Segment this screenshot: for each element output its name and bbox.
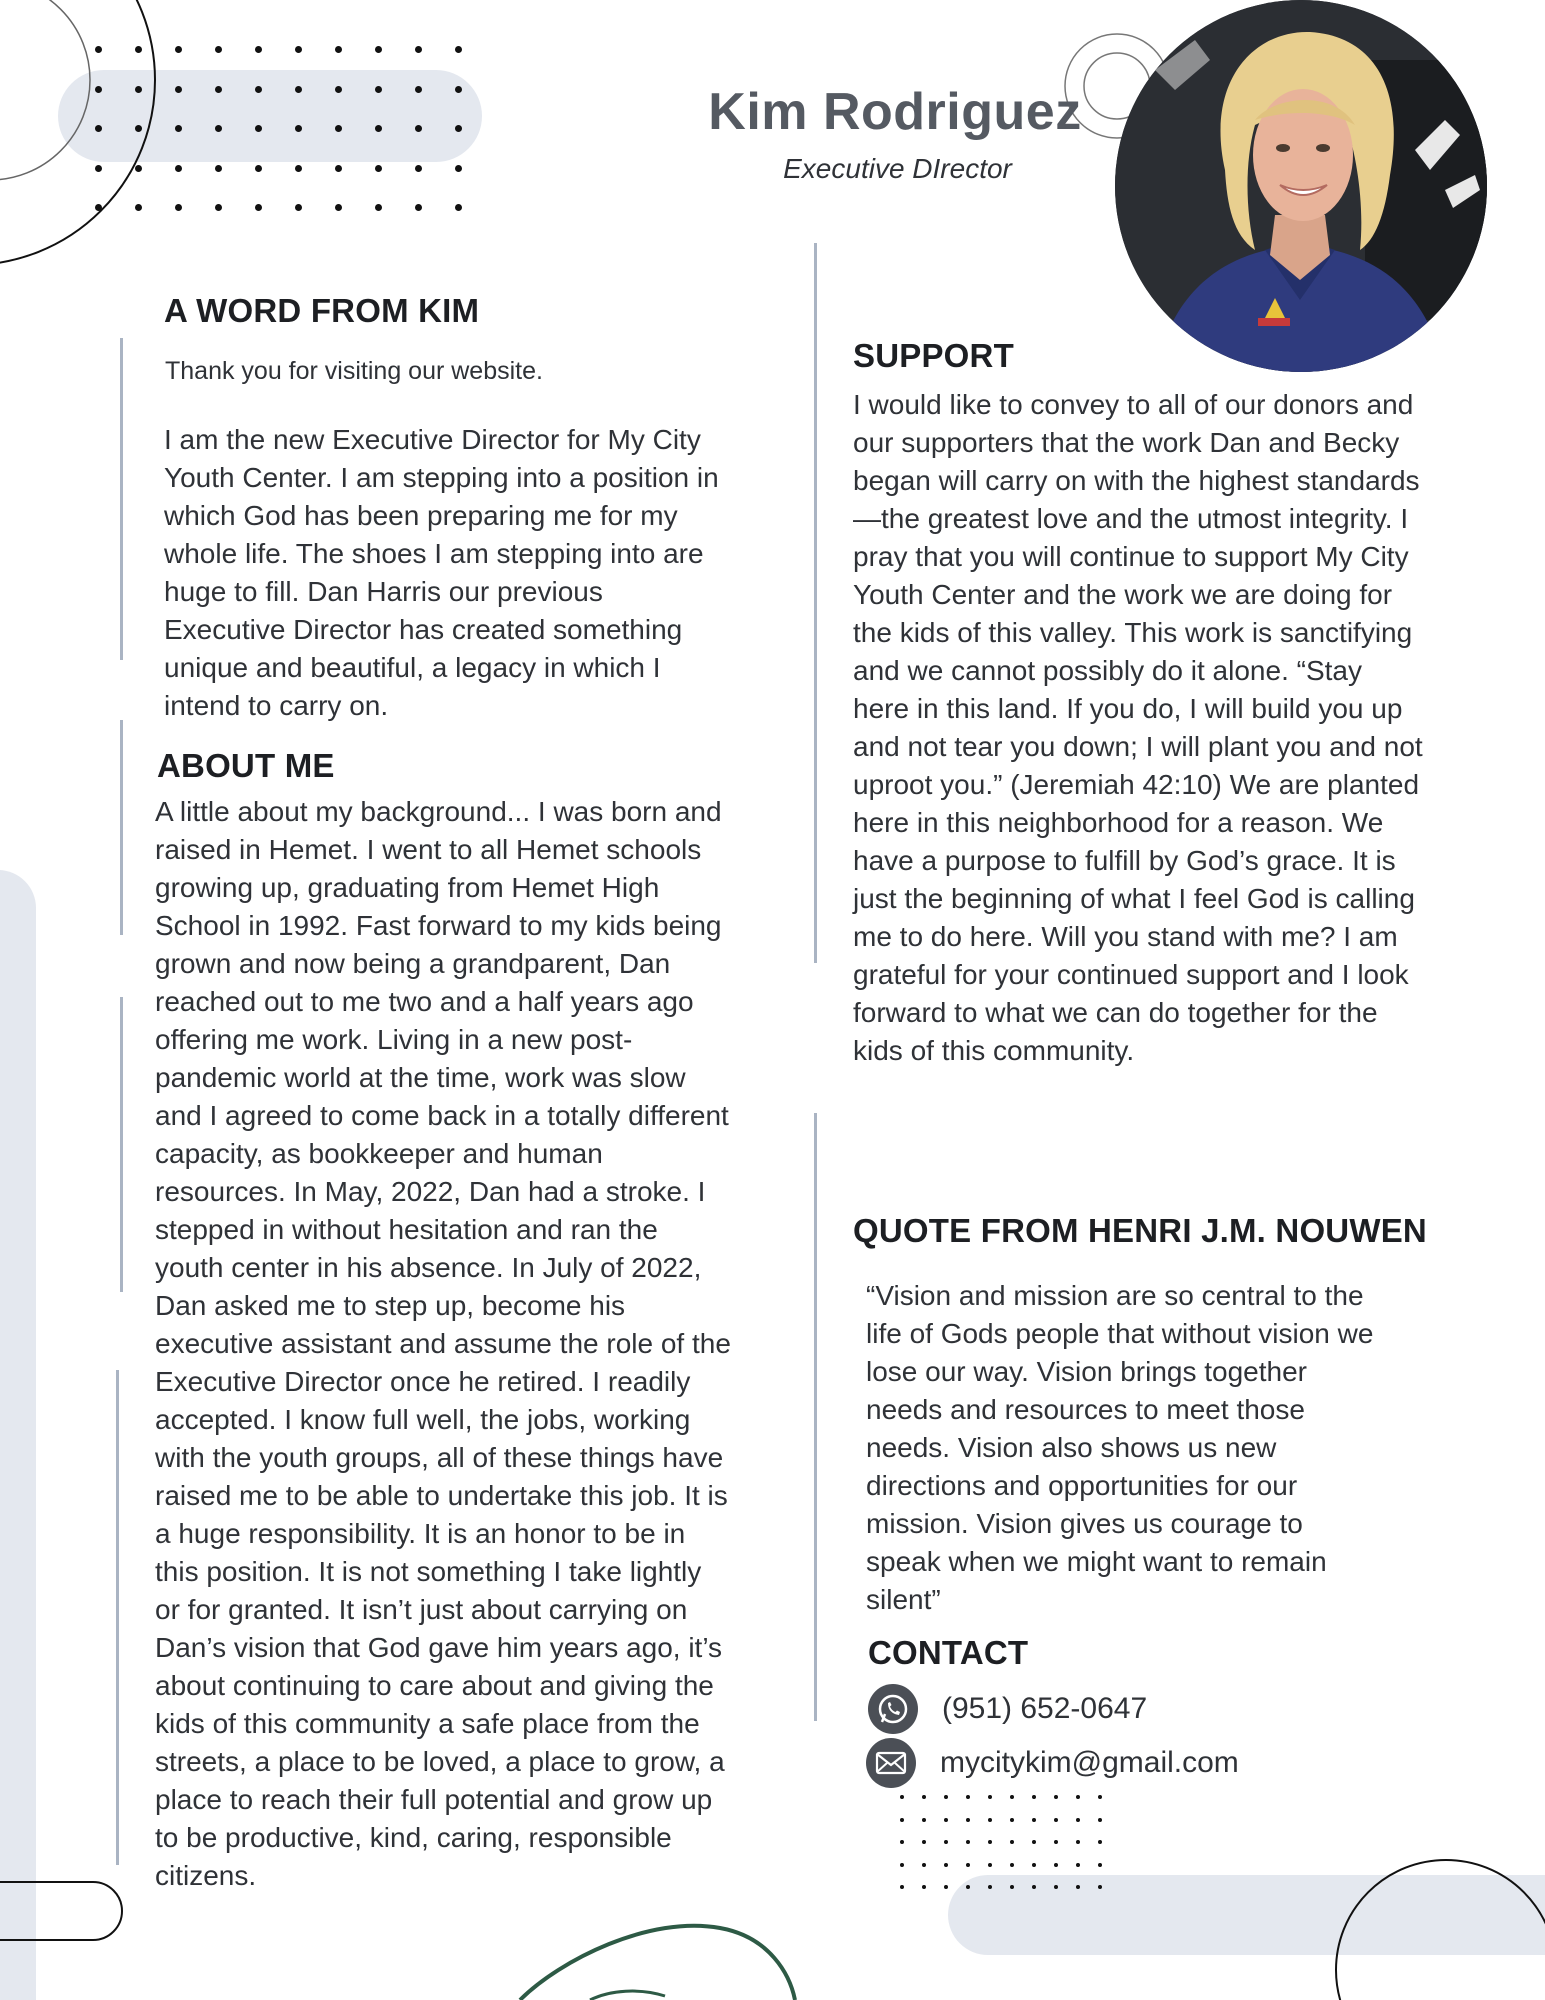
decorative-dot bbox=[255, 125, 262, 132]
decorative-dot bbox=[415, 204, 422, 211]
decorative-dot bbox=[175, 204, 182, 211]
support-body: I would like to convey to all of our donors and our supporters that the work Dan and Becky began will carry on with the highest standards—the greatest love and the utmost integrity. I pray that you will continue to support My City Youth Center and the work we are doing for the kids of this valley. This work is sanctifying and we cannot possibly do it alone. “Stay here in this land. If you do, I will build you up and not tear you down; I will plant you and not uproot you.” (Jeremiah 42:10) We are planted here in this neighborhood for a reason. We have a purpose to fulfill by God’s grace. It is just the beginning of what I feel God is calling me to do here. Will you stand with me? I am grateful for your continued support and I look forward to what we can do together for the kids of this community. bbox=[853, 389, 1423, 1066]
decorative-dot bbox=[944, 1795, 948, 1799]
contact-email-link[interactable]: mycitykim@gmail.com bbox=[940, 1746, 1239, 1779]
decorative-dot bbox=[455, 46, 462, 53]
decorative-dot bbox=[1032, 1795, 1036, 1799]
decorative-dot bbox=[944, 1863, 948, 1867]
decorative-dot bbox=[900, 1795, 904, 1799]
dot-grid-top-left bbox=[95, 46, 495, 244]
decorative-dot bbox=[944, 1818, 948, 1822]
decorative-dot bbox=[95, 165, 102, 172]
decorative-dot bbox=[375, 125, 382, 132]
decorative-dot bbox=[215, 204, 222, 211]
decorative-dot bbox=[1076, 1885, 1080, 1889]
decorative-dot bbox=[900, 1818, 904, 1822]
section-heading-support: SUPPORT bbox=[853, 337, 1014, 374]
decorative-dot bbox=[988, 1863, 992, 1867]
decorative-dot bbox=[455, 125, 462, 132]
decorative-dot bbox=[135, 86, 142, 93]
about-me-body: A little about my background... I was born and raised in Hemet. I went to all Hemet schools growing up, graduating from Hemet High School in 1992. Fast forward to my kids being grown and now being a grandparent, Dan reached out to me two and a half years ago offering me work. Living in a new post-pandemic world at the time, work was slow and I agreed to come back in a totally different capacity, as bookkeeper and human resources. In May, 2022, Dan had a stroke. I stepped in without hesitation and ran the youth center in his absence. In July of 2022, Dan asked me to step up, become his executive assistant and assume the role of the Executive Director once he retired. I readily accepted. I know full well, the jobs, working with the youth groups, all of these things have raised me to be able to undertake this job. It is a huge responsibility. It is an honor to be in this position. It is not something I take lightly or for granted. It isn’t just about carrying on Dan’s vision that God gave him years ago, it’s about continuing to care about and giving the kids of this community a safe place from the streets, a place to be loved, a place to grow, a place to reach their full potential and grow up to be productive, kind, caring, responsible citizens. bbox=[155, 796, 731, 1891]
decorative-dot bbox=[988, 1840, 992, 1844]
decorative-dot bbox=[375, 204, 382, 211]
decorative-dot bbox=[966, 1885, 970, 1889]
decorative-dot bbox=[1098, 1795, 1102, 1799]
decorative-dot bbox=[255, 204, 262, 211]
decorative-dot bbox=[135, 204, 142, 211]
contact-email-row bbox=[866, 1738, 1239, 1788]
decorative-dot bbox=[295, 165, 302, 172]
decorative-dot bbox=[1076, 1863, 1080, 1867]
section-heading-quote: QUOTE FROM HENRI J.M. NOUWEN bbox=[853, 1212, 1427, 1249]
decorative-dot bbox=[175, 86, 182, 93]
decorative-dot bbox=[135, 46, 142, 53]
divider-line bbox=[814, 243, 817, 963]
decorative-dot bbox=[922, 1818, 926, 1822]
decorative-dot bbox=[922, 1795, 926, 1799]
decorative-dot bbox=[95, 125, 102, 132]
decorative-dot bbox=[335, 46, 342, 53]
decorative-dot bbox=[455, 86, 462, 93]
section-heading-contact: CONTACT bbox=[868, 1634, 1029, 1671]
quote-body: “Vision and mission are so central to the life of Gods people that without vision we lose our way. Vision brings together needs and resources to meet those needs. Vision also shows us new directions and opportunities for our mission. Vision gives us courage to speak when we might want to remain silent” bbox=[866, 1280, 1374, 1615]
decorative-dot bbox=[255, 165, 262, 172]
envelope-icon bbox=[866, 1738, 916, 1788]
decorative-dot bbox=[415, 46, 422, 53]
decorative-dot bbox=[944, 1885, 948, 1889]
decorative-dot bbox=[900, 1863, 904, 1867]
decorative-dot bbox=[295, 86, 302, 93]
decorative-dot bbox=[215, 46, 222, 53]
decorative-dot bbox=[295, 46, 302, 53]
decorative-dot bbox=[1054, 1840, 1058, 1844]
decorative-dot bbox=[1032, 1863, 1036, 1867]
section-heading-word-from-kim: A WORD FROM KIM bbox=[164, 292, 480, 329]
decorative-dot bbox=[1054, 1795, 1058, 1799]
divider-line bbox=[814, 1113, 817, 1721]
decorative-dot bbox=[95, 204, 102, 211]
decorative-dot bbox=[95, 86, 102, 93]
word-from-kim-body: I am the new Executive Director for My City Youth Center. I am stepping into a position in which God has been preparing me for my whole life. The shoes I am stepping into are huge to fill. Dan Harris our previous Executive Director has created something unique and beautiful, a legacy in which I intend to carry on. bbox=[164, 424, 719, 721]
decorative-dot bbox=[335, 204, 342, 211]
decorative-dot bbox=[1032, 1885, 1036, 1889]
decorative-dot bbox=[988, 1818, 992, 1822]
decorative-dot bbox=[944, 1840, 948, 1844]
decorative-dot bbox=[455, 165, 462, 172]
decorative-dot bbox=[988, 1885, 992, 1889]
phone-icon bbox=[868, 1684, 918, 1734]
decorative-dot bbox=[1054, 1818, 1058, 1822]
decorative-dot bbox=[1010, 1795, 1014, 1799]
decorative-dot bbox=[1098, 1840, 1102, 1844]
decorative-dot bbox=[988, 1795, 992, 1799]
decorative-dot bbox=[375, 46, 382, 53]
decorative-dot bbox=[375, 86, 382, 93]
decorative-dot bbox=[900, 1840, 904, 1844]
decorative-dot bbox=[1032, 1840, 1036, 1844]
decorative-dot bbox=[966, 1840, 970, 1844]
decorative-dot bbox=[1054, 1863, 1058, 1867]
decorative-dot bbox=[1054, 1885, 1058, 1889]
dot-grid-bottom bbox=[900, 1795, 1120, 1908]
decorative-dot bbox=[1076, 1795, 1080, 1799]
decorative-dot bbox=[1010, 1885, 1014, 1889]
decorative-dot bbox=[255, 46, 262, 53]
decorative-dot bbox=[335, 86, 342, 93]
decorative-dot bbox=[1032, 1818, 1036, 1822]
decorative-dot bbox=[1098, 1885, 1102, 1889]
decorative-dot bbox=[415, 86, 422, 93]
decorative-dot bbox=[455, 204, 462, 211]
decorative-dot bbox=[415, 125, 422, 132]
contact-phone-link[interactable]: (951) 652-0647 bbox=[942, 1692, 1148, 1725]
decorative-dot bbox=[175, 46, 182, 53]
divider-line bbox=[120, 338, 123, 660]
decorative-dot bbox=[922, 1885, 926, 1889]
divider-line bbox=[116, 1370, 119, 1865]
decorative-dot bbox=[135, 125, 142, 132]
decorative-dot bbox=[1098, 1863, 1102, 1867]
decorative-dot bbox=[295, 125, 302, 132]
decorative-dot bbox=[215, 165, 222, 172]
decorative-dot bbox=[966, 1818, 970, 1822]
divider-line bbox=[120, 997, 123, 1292]
decorative-dot bbox=[1076, 1818, 1080, 1822]
decorative-dot bbox=[135, 165, 142, 172]
person-title: Executive DIrector bbox=[783, 153, 1012, 184]
decorative-dot bbox=[1098, 1818, 1102, 1822]
decorative-dot bbox=[335, 165, 342, 172]
decorative-dot bbox=[215, 125, 222, 132]
decorative-dot bbox=[922, 1840, 926, 1844]
decorative-dot bbox=[1010, 1863, 1014, 1867]
person-name: Kim Rodriguez bbox=[708, 83, 1082, 141]
contact-phone-row bbox=[868, 1684, 1147, 1734]
divider-line bbox=[120, 720, 123, 935]
decorative-dot bbox=[375, 165, 382, 172]
decorative-dot bbox=[175, 125, 182, 132]
profile-photo bbox=[1115, 0, 1487, 372]
decorative-dot bbox=[900, 1885, 904, 1889]
section-heading-about-me: ABOUT ME bbox=[157, 747, 335, 784]
decorative-dot bbox=[966, 1795, 970, 1799]
decorative-dot bbox=[1010, 1840, 1014, 1844]
decorative-dot bbox=[966, 1863, 970, 1867]
decorative-dot bbox=[95, 46, 102, 53]
decorative-dot bbox=[335, 125, 342, 132]
decorative-dot bbox=[215, 86, 222, 93]
decorative-dot bbox=[1010, 1818, 1014, 1822]
decorative-dot bbox=[255, 86, 262, 93]
decorative-dot bbox=[1076, 1840, 1080, 1844]
word-from-kim-intro: Thank you for visiting our website. bbox=[165, 357, 543, 385]
decorative-dot bbox=[295, 204, 302, 211]
decorative-dot bbox=[922, 1863, 926, 1867]
decorative-dot bbox=[415, 165, 422, 172]
decorative-dot bbox=[175, 165, 182, 172]
